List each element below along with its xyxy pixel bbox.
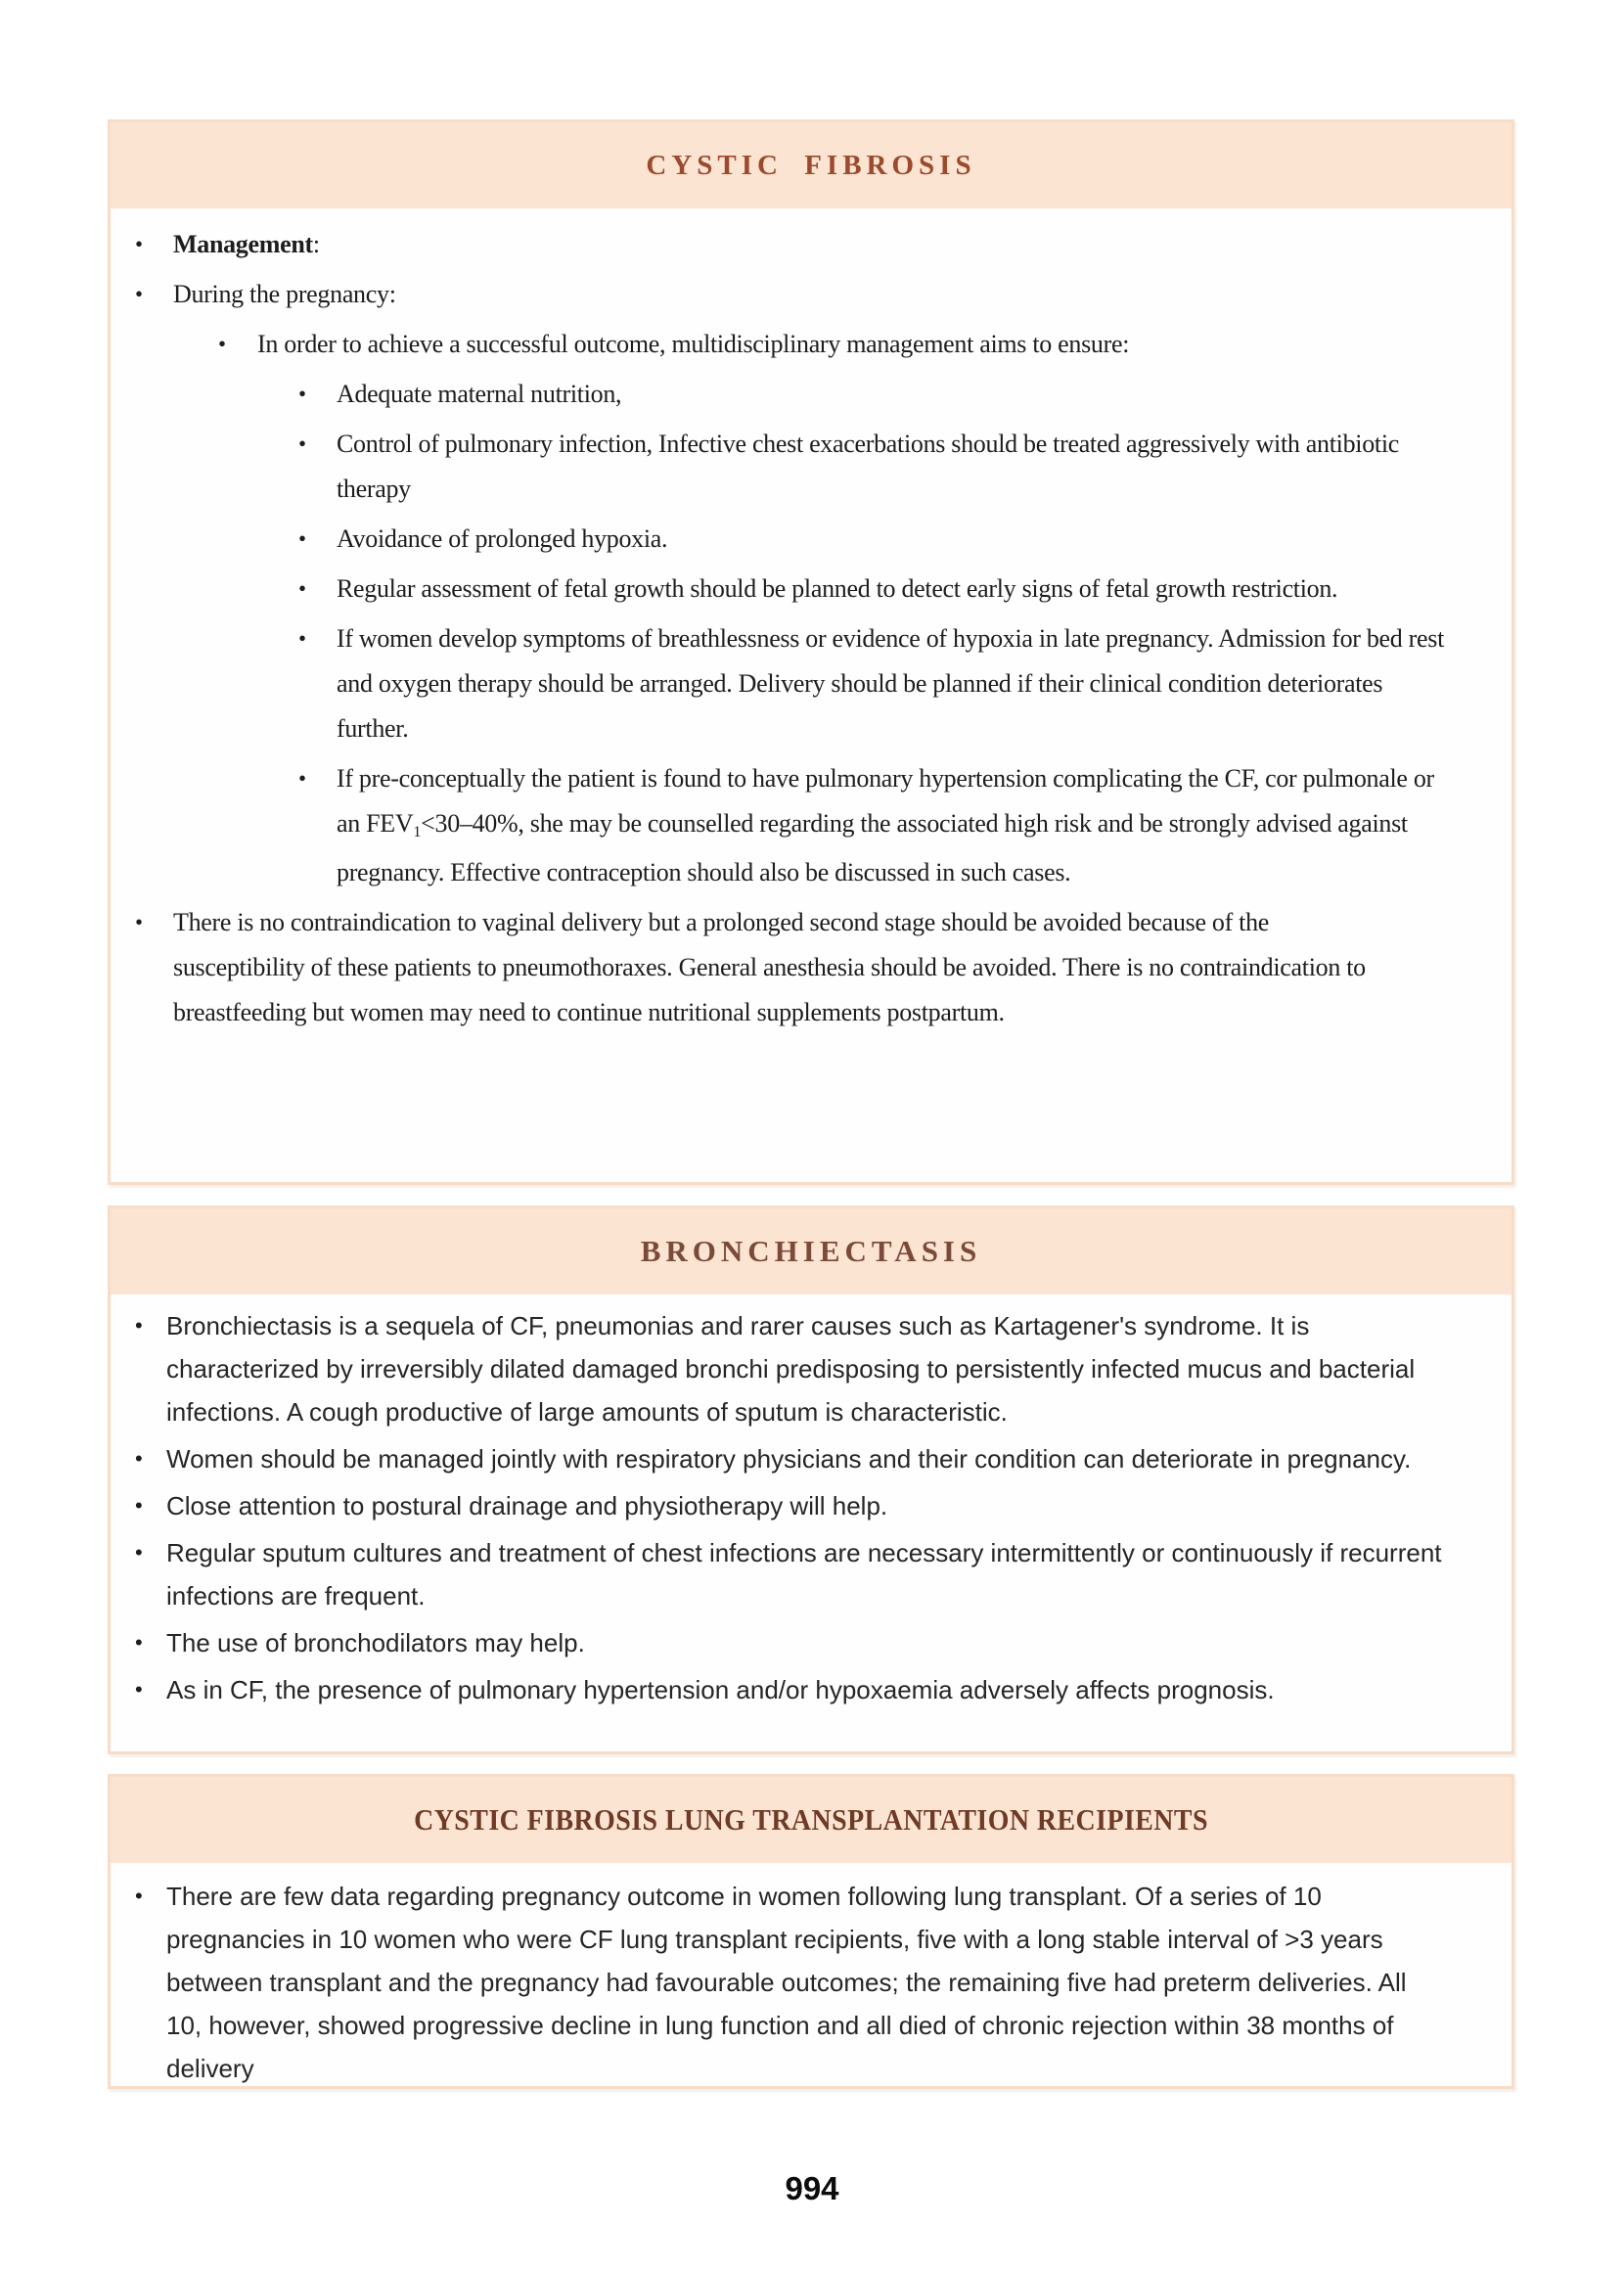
list-item-text: Close attention to postural drainage and physiotherapy will help.: [166, 1491, 888, 1521]
bullet-list: [111, 1875, 1453, 2089]
bullet-icon: •: [298, 382, 306, 406]
page-number: 994: [785, 2170, 839, 2206]
list-item-text: Control of pulmonary infection, Infective chest exacerbations should be treated aggressively with antibiotic therapy: [337, 430, 1399, 503]
list-item: [111, 567, 1453, 612]
bullet-icon: •: [298, 431, 306, 456]
bullet-icon: •: [298, 526, 306, 551]
bullet-icon: •: [135, 1446, 143, 1471]
list-item-text: If women develop symptoms of breathlessness or evidence of hypoxia in late pregnancy. Admission for bed rest and oxygen therapy should be arranged. Delivery should be planned if their clinical condition deteriorates further.: [337, 624, 1445, 743]
bold-text: Management: [173, 230, 313, 258]
bullet-icon: •: [135, 1493, 143, 1518]
list-item: [111, 1304, 1453, 1433]
bullet-icon: •: [298, 576, 306, 601]
section-title: CYSTIC FIBROSIS: [646, 149, 976, 181]
list-item-text: There are few data regarding pregnancy outcome in women following lung transplant. Of a series of 10 pregnancies in 10 women who were CF lung transplant recipients, five with a long stable interval of >3 years between transplant and the pregnancy had favourable outcomes; the remaining five had preterm deliveries. All 10, however, showed progressive decline in lung function and all died of chronic rejection within 38 months of delivery: [166, 1882, 1407, 2083]
bullet-icon: •: [135, 1677, 143, 1702]
bullet-icon: •: [135, 1540, 143, 1565]
list-item-text: [173, 222, 1386, 267]
bullet-icon: •: [135, 232, 143, 256]
list-item-text: Women should be managed jointly with respiratory physicians and their condition can deteriorate in pregnancy.: [166, 1444, 1412, 1474]
section-body: [111, 1863, 1511, 2089]
section-cf-lung-transplantation-recipients: [108, 1774, 1514, 2089]
list-item: [111, 322, 1453, 367]
bullet-list: [111, 222, 1453, 1035]
section-title: BRONCHIECTASIS: [640, 1234, 982, 1268]
list-item-text: There is no contraindication to vaginal delivery but a prolonged second stage should be avoided because of the susceptibility of these patients to pneumothoraxes. General anesthesia should be avoided. There is no contraindication to breastfeeding but women may need to continue nutritional supplements postpartum.: [173, 908, 1366, 1026]
section-title: CYSTIC FIBROSIS LUNG TRANSPLANTATION RECIPIENTS: [414, 1802, 1208, 1837]
list-item-text: Avoidance of prolonged hypoxia.: [337, 524, 668, 553]
section-body: [111, 208, 1511, 1035]
bullet-icon: •: [135, 910, 143, 934]
section-bronchiectasis: [108, 1205, 1514, 1754]
bullet-icon: •: [135, 1313, 143, 1338]
list-item: [111, 1621, 1453, 1664]
list-item: [111, 1531, 1453, 1617]
list-item: [111, 1437, 1453, 1480]
list-item: [111, 616, 1453, 751]
list-item-text: The use of bronchodilators may help.: [166, 1628, 585, 1657]
list-item-text: Regular assessment of fetal growth should be planned to detect early signs of fetal growth restriction.: [337, 574, 1338, 603]
list-item: [111, 756, 1453, 895]
plain-text: If pre-conceptually the patient is found to have pulmonary hypertension complicating the CF, cor pulmonale or an FEV: [337, 764, 1434, 838]
list-item-text: Regular sputum cultures and treatment of chest infections are necessary intermittently or continuously if recurrent infections are frequent.: [166, 1538, 1442, 1611]
list-item: [111, 422, 1453, 512]
section-header-band: [111, 1777, 1511, 1863]
bullet-icon: •: [298, 626, 306, 651]
list-item-text: In order to achieve a successful outcome, multidisciplinary management aims to ensure:: [257, 330, 1130, 358]
bullet-icon: •: [135, 1630, 143, 1655]
plain-text: :: [312, 230, 320, 258]
list-item: [111, 517, 1453, 562]
list-item: [111, 1484, 1453, 1527]
list-item-text: As in CF, the presence of pulmonary hypertension and/or hypoxaemia adversely affects prognosis.: [166, 1675, 1275, 1704]
bullet-icon: •: [298, 766, 306, 791]
list-item: [111, 372, 1453, 417]
bullet-list: [111, 1304, 1453, 1711]
list-item: [111, 1668, 1453, 1711]
list-item: [111, 222, 1453, 267]
bullet-icon: •: [218, 332, 226, 356]
list-item: [111, 272, 1453, 317]
bullet-icon: •: [135, 282, 143, 306]
section-cystic-fibrosis: [108, 119, 1514, 1185]
list-item: [111, 1875, 1453, 2089]
section-header-band: [111, 122, 1511, 208]
section-body: [111, 1294, 1511, 1711]
bullet-icon: •: [135, 1884, 143, 1908]
subscript-text: 1: [413, 823, 422, 840]
plain-text: <30–40%, she may be counselled regarding the associated high risk and be strongly advised against pregnancy. Effective contraception should also be discussed in such cases.: [337, 809, 1408, 886]
section-header-band: [111, 1208, 1511, 1294]
list-item-text: Bronchiectasis is a sequela of CF, pneumonias and rarer causes such as Kartagener's syndrome. It is characterized by irreversibly dilated damaged bronchi predisposing to persistently infected mucus and bacterial infections. A cough productive of large amounts of sputum is characteristic.: [166, 1311, 1416, 1427]
list-item-text: Adequate maternal nutrition,: [337, 380, 622, 408]
list-item-text: [337, 756, 1452, 895]
list-item-text: During the pregnancy:: [173, 280, 396, 308]
list-item: [111, 900, 1453, 1035]
